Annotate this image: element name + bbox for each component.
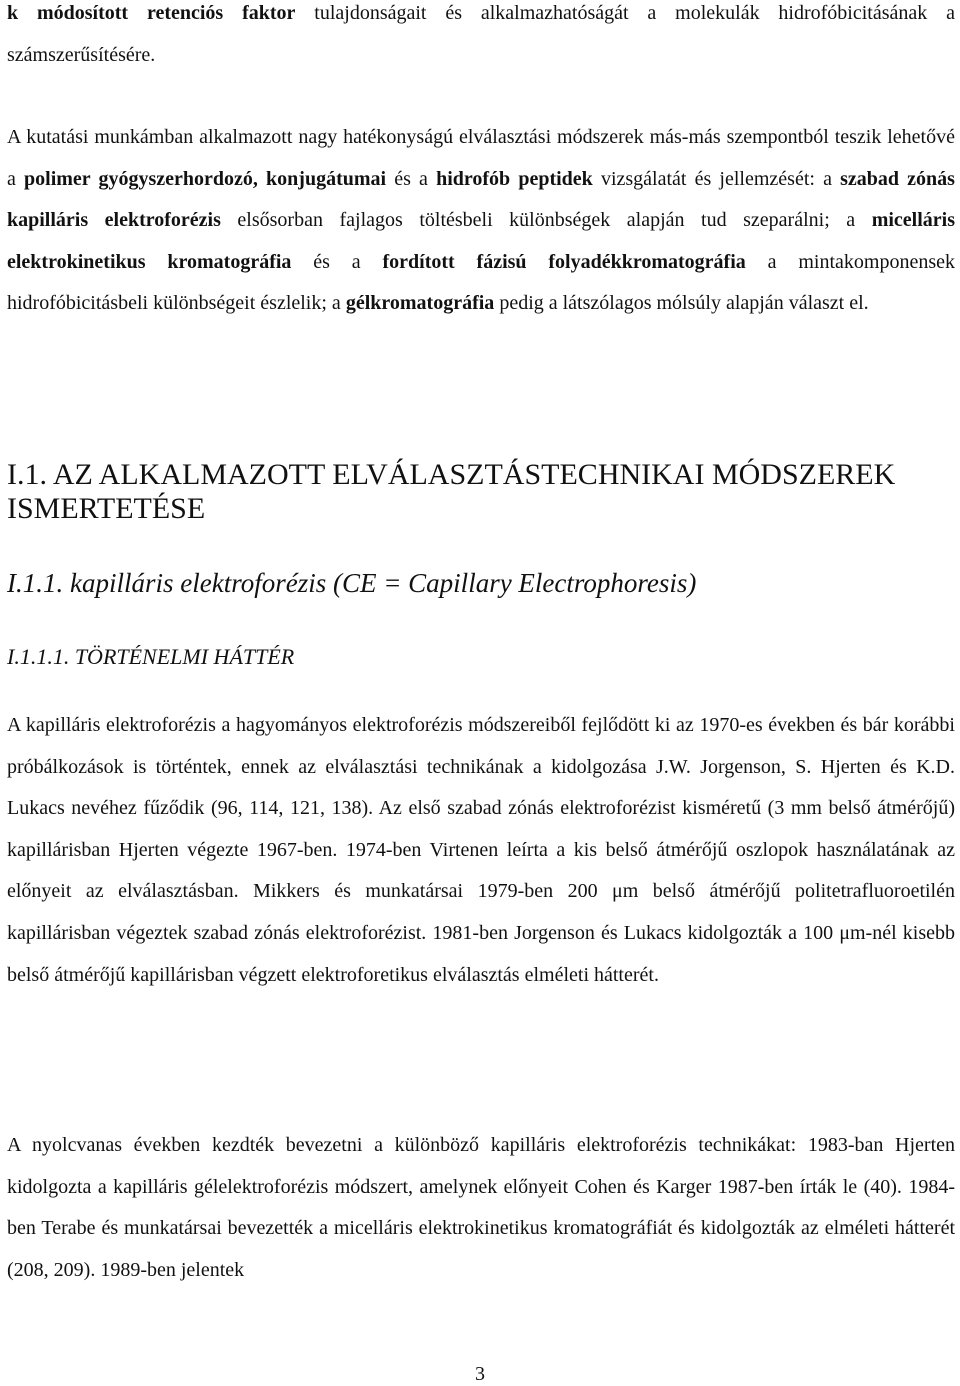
paragraph2-run-4: vizsgálatát és jellemzését: a — [592, 167, 841, 190]
paragraph-intro-continued — [7, 0, 955, 76]
paragraph3-run-0: A kapilláris elektroforézis a hagyományos elektroforézis módszereiből fejlődött ki az 1970-es években és bár korábbi próbálkozások is történtek, ennek az elválasztási technikának a kidolgozása J.W. Jorgenson, S. Hjerten és K.D. Lukacs nevéhez fűződik (96, 114, 121, 138). Az első szabad zónás elektroforézist kisméretű (3 mm belső átmérőjű) kapillárisban Hjerten végezte 1967-ben. 1974-ben Virtenen leírta a kis belső átmérőjű oszlopok használatának az előnyeit az elválasztásban. Mikkers és munkatársai 1979-ben 200 μm belső átmérőjű politetrafluoroetilén kapillárisban végeztek szabad zónás elektroforézist. 1981-ben Jorgenson és Lukacs kidolgozták a 100 μm-nél kisebb belső átmérőjű kapillárisban végzett elektroforetikus elválasztás elméleti hátterét. — [7, 714, 955, 986]
paragraph2-run-9: fordított fázisú folyadékkromatográfia — [382, 250, 746, 273]
paragraph2-run-2: és a — [386, 167, 437, 190]
paragraph2-run-11: gélkromatográfia — [345, 292, 495, 315]
page-number: 3 — [475, 1363, 485, 1385]
section-heading: I.1. AZ ALKALMAZOTT ELVÁLASZTÁSTECHNIKAI MÓDSZEREK ISMERTETÉSE — [7, 458, 896, 525]
paragraph2-run-5: szabad zónás kapilláris elektroforézis — [7, 167, 955, 232]
subsection-heading: I.1.1. kapilláris elektroforézis (CE = Capillary Electrophoresis) — [7, 568, 697, 598]
paragraph2-run-0: A kutatási munkámban alkalmazott nagy hatékonyságú elválasztási módszerek más-más szempontból teszik lehetővé a — [7, 126, 955, 190]
paragraph2-run-8: és a — [291, 250, 383, 273]
paragraph2-run-12: pedig a látszólagos mólsúly alapján választ el. — [494, 292, 869, 315]
paragraph2-run-6: elsősorban fajlagos töltésbeli különbségek alapján tud szeparálni; a — [220, 209, 872, 232]
paragraph-history — [7, 705, 955, 996]
paragraph2-run-3: hidrofób peptidek — [436, 167, 593, 190]
subsubsection-heading: I.1.1.1. TÖRTÉNELMI HÁTTÉR — [7, 644, 295, 669]
paragraph1-run-0: k módosított retenciós faktor — [7, 2, 296, 24]
paragraph-methods-overview — [7, 117, 955, 325]
paragraph2-run-1: polimer gyógyszerhordozó, konjugátumai — [24, 167, 387, 190]
paragraph2-run-7: micelláris elektrokinetikus kromatográfia — [7, 209, 956, 273]
paragraph2-run-10: a mintakomponensek hidrofóbicitásbeli különbségeit észlelik; a — [7, 250, 955, 315]
paragraph4-run-0: A nyolcvanas években kezdték bevezetni a különböző kapilláris elektroforézis technikákat: 1983-ban Hjerten kidolgozta a kapilláris gélelektroforézis módszert, amelynek előnyeit Cohen és Karger 1987-ben írták le (40). 1984-ben Terabe és munkatársai bevezették a micelláris elektrokinetikus kromatográfiát és kidolgozták az elméleti hátterét (208, 209). 1989-ben jelentek — [7, 1134, 955, 1281]
paragraph1-run-1: tulajdonságait és alkalmazhatóságát a molekulák hidrofóbicitásának a számszerűsítésére. — [7, 2, 955, 66]
paragraph-eighties — [7, 1125, 955, 1291]
